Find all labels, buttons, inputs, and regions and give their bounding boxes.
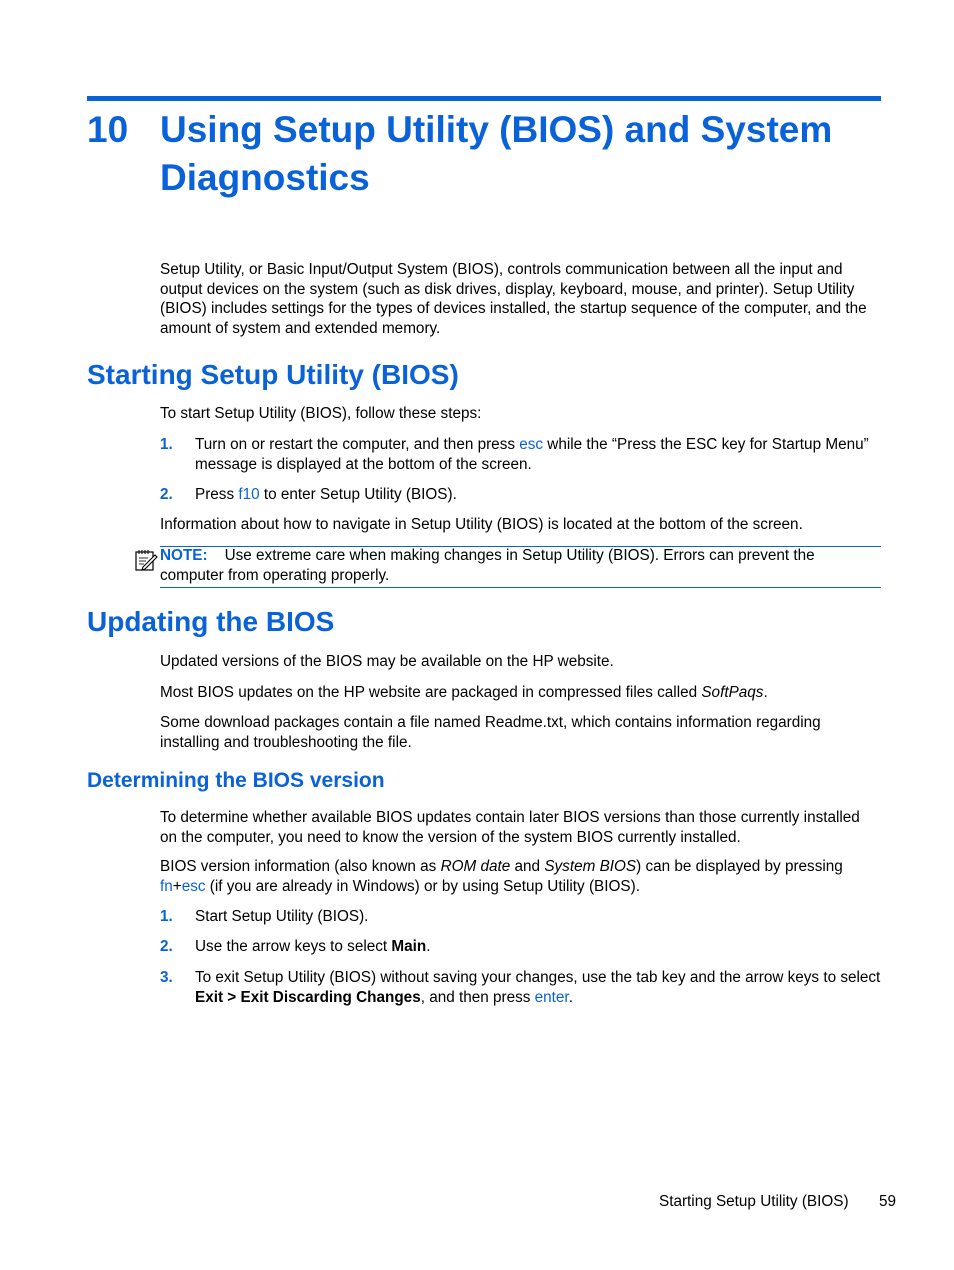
starting-step-2 — [195, 485, 881, 505]
paragraph-text: BIOS version information (also known as — [160, 858, 441, 875]
note-label: NOTE: — [160, 547, 208, 564]
updating-heading: Updating the BIOS — [87, 606, 335, 637]
step-text: while the “Press the ESC key for Startup Menu” message is displayed at the bottom of the screen. — [195, 436, 869, 473]
starting-step-1 — [195, 435, 881, 474]
paragraph-text: . — [763, 684, 768, 701]
note-text — [160, 546, 881, 585]
determining-step-3 — [195, 968, 881, 1007]
note-pencil-icon — [134, 548, 158, 572]
step-text: . — [568, 988, 573, 1006]
determining-p1: To determine whether available BIOS updates contain later BIOS versions than those currently installed on the computer, you need to know the version of the system BIOS currently installed. — [160, 809, 860, 846]
key-fn: fn — [160, 877, 173, 895]
main-menu-term: Main — [391, 938, 427, 955]
paragraph-text: and — [510, 858, 545, 875]
step-text: Turn on or restart the computer, and then press — [195, 436, 520, 453]
determining-step-2 — [195, 937, 881, 957]
step-text: . — [426, 938, 431, 955]
key-enter: enter — [534, 988, 569, 1006]
paragraph-text: Most BIOS updates on the HP website are packaged in compressed files called — [160, 684, 702, 701]
determining-step-1: Start Setup Utility (BIOS). — [195, 908, 369, 925]
step-text: , and then press — [420, 988, 535, 1006]
exit-menu-term: Exit > Exit Discarding Changes — [195, 988, 421, 1006]
footer-page-number: 59 — [879, 1193, 897, 1210]
starting-heading: Starting Setup Utility (BIOS) — [87, 359, 459, 390]
paragraph-text: (if you are already in Windows) or by using Setup Utility (BIOS). — [205, 877, 640, 895]
softpaqs-term: SoftPaqs — [701, 684, 764, 701]
step-number: 2. — [160, 938, 173, 955]
key-esc: esc — [519, 436, 544, 453]
updating-p1: Updated versions of the BIOS may be available on the HP website. — [160, 653, 614, 670]
plus-sign: + — [172, 877, 182, 895]
footer-section-title: Starting Setup Utility (BIOS) — [659, 1193, 849, 1210]
step-number: 2. — [160, 486, 173, 503]
paragraph-text: ) can be displayed by pressing — [636, 858, 843, 875]
key-f10: f10 — [238, 486, 260, 503]
intro-paragraph: Setup Utility, or Basic Input/Output System (BIOS), controls communication between all the input and output devices on the system (such as disk drives, display, keyboard, mouse, and printer). Setup Utility (BIOS) includes settings for the types of devices installed, the startup sequence of the computer, and the amount of system and extended memory. — [160, 261, 867, 337]
determining-heading: Determining the BIOS version — [87, 769, 385, 792]
system-bios-term: System BIOS — [544, 858, 637, 875]
updating-p2 — [160, 683, 881, 703]
step-text: Use the arrow keys to select — [195, 938, 392, 955]
updating-p3: Some download packages contain a file named Readme.txt, which contains information regarding installing and troubleshooting the file. — [160, 714, 821, 751]
info-paragraph: Information about how to navigate in Setup Utility (BIOS) is located at the bottom of the screen. — [160, 516, 803, 533]
chapter-title: Using Setup Utility (BIOS) and System Diagnostics — [160, 109, 833, 198]
step-text: To exit Setup Utility (BIOS) without saving your changes, use the tab key and the arrow keys to select — [195, 969, 881, 986]
step-text: to enter Setup Utility (BIOS). — [259, 486, 457, 503]
chapter-rule — [87, 96, 881, 101]
starting-lead: To start Setup Utility (BIOS), follow these steps: — [160, 405, 482, 422]
step-number: 1. — [160, 908, 173, 925]
rom-date-term: ROM date — [440, 858, 511, 875]
step-text: Press — [195, 486, 239, 503]
note-body: Use extreme care when making changes in Setup Utility (BIOS). Errors can prevent the computer from operating properly. — [160, 547, 815, 584]
step-number: 3. — [160, 969, 173, 986]
key-esc: esc — [181, 877, 206, 895]
chapter-number: 10 — [87, 109, 129, 150]
step-number: 1. — [160, 436, 173, 453]
determining-p2 — [160, 857, 881, 896]
